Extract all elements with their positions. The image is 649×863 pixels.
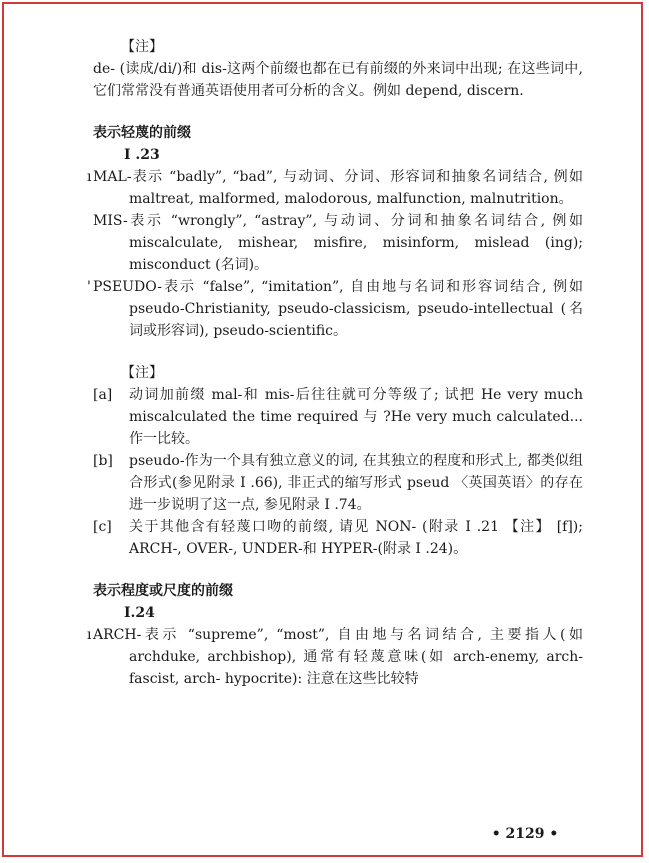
page-number: • 2129 • bbox=[491, 826, 559, 842]
note-item-a bbox=[93, 384, 583, 450]
note-text: pseudo-作为一个具有独立意义的词, 在其独立的程度和形式上, 都类似组合形式(参见附录 I .66), 非正式的缩写形式 pseud 〈英国英语〉的存在进一步说明了这一点, 参见附录 I .74。 bbox=[129, 453, 583, 513]
entry-text: PSEUDO-表示 “false”, “imitation”, 自由地与名词和形容词结合, 例如 pseudo-Christianity, pseudo-classicism, pseudo-intellectual (名词或形容词), pseudo-scientific。 bbox=[93, 279, 583, 339]
margin-mark: ı bbox=[87, 169, 92, 185]
note-items bbox=[93, 384, 583, 560]
note-tag: [c] bbox=[93, 519, 112, 535]
entry-text: MAL-表示 “badly”, “bad”, 与动词、分词、形容词和抽象名词结合, 例如 maltreat, malformed, malodorous, malfunction, malnutrition。 bbox=[93, 169, 583, 207]
section-heading-degree: 表示程度或尺度的前缀 bbox=[93, 583, 233, 599]
page-content bbox=[87, 36, 583, 690]
margin-mark: ' bbox=[87, 279, 91, 295]
entry-text: ARCH-表示 “supreme”, “most”, 自由地与名词结合, 主要指人(如 archduke, archbishop), 通常有轻蔑意味(如 arch-enemy, arch-fascist, arch- hypocrite): 注意在这些比较特 bbox=[93, 627, 583, 687]
margin-mark: ı bbox=[87, 627, 92, 643]
section-code: I.24 bbox=[124, 605, 155, 621]
entry-text: MIS-表示 “wrongly”, “astray”, 与动词、分词和抽象名词结合, 例如 miscalculate, mishear, misfire, misinform, mislead (ing); misconduct (名词)。 bbox=[93, 213, 583, 273]
note-label: 【注】 bbox=[121, 39, 163, 55]
note-item-b bbox=[93, 450, 583, 516]
note-tag: [a] bbox=[93, 387, 113, 403]
entry-arch bbox=[87, 624, 583, 690]
note-text: 动词加前缀 mal-和 mis-后往往就可分等级了; 试把 He very much miscalculated the time required 与 ?He very much calculated...作一比较。 bbox=[129, 387, 583, 447]
entry-mal bbox=[87, 166, 583, 210]
note-paragraph: de- (读成/di/)和 dis-这两个前缀也都在已有前缀的外来词中出现; 在这些词中, 它们常常没有普通英语使用者可分析的含义。例如 depend, discern. bbox=[93, 61, 583, 99]
entry-list-pejorative bbox=[87, 166, 583, 342]
note-text: 关于其他含有轻蔑口吻的前缀, 请见 NON- (附录 I .21 【注】 [f]); ARCH-, OVER-, UNDER-和 HYPER-(附录 I .24)。 bbox=[129, 519, 583, 557]
section-heading-pejorative: 表示轻蔑的前缀 bbox=[93, 125, 191, 141]
note-item-c bbox=[93, 516, 583, 560]
note-label: 【注】 bbox=[121, 365, 163, 381]
note-tag: [b] bbox=[93, 453, 113, 469]
entry-pseudo bbox=[87, 276, 583, 342]
entry-list-degree bbox=[87, 624, 583, 690]
entry-mis bbox=[93, 210, 583, 276]
section-code: I .23 bbox=[124, 147, 160, 163]
